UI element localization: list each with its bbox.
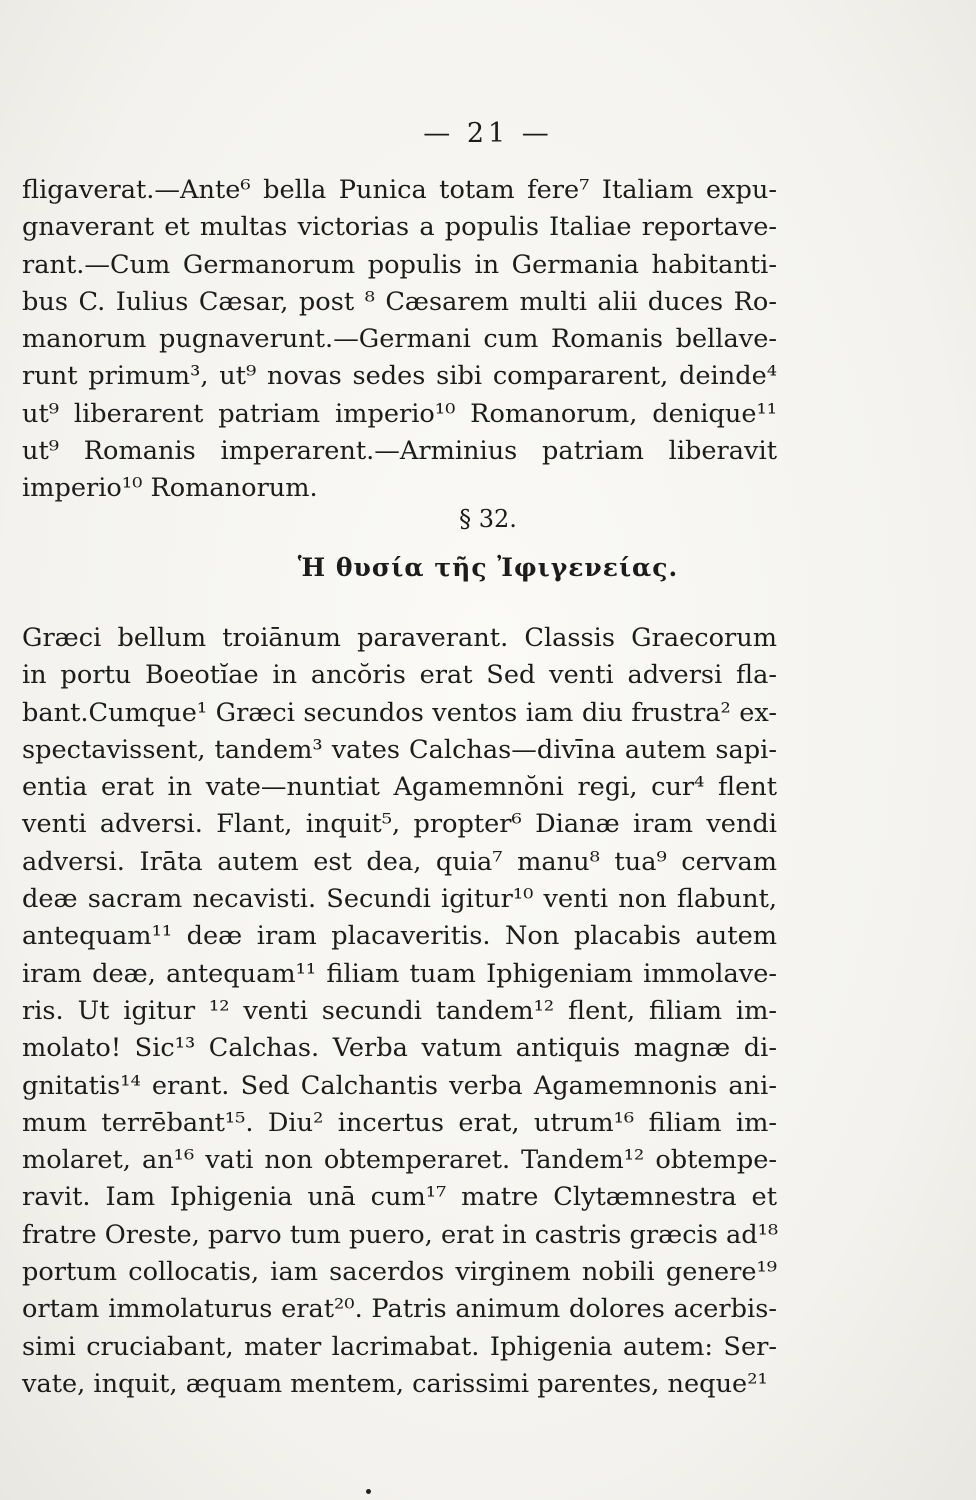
text-line: Græci bellum troiānum paraverant. Classis Graecorum xyxy=(22,623,777,653)
text-line: bus C. Iulius Cæsar, post ⁸ Cæsarem multi alii duces Ro- xyxy=(22,286,777,317)
text-line: ris. Ut igitur ¹² venti secundi tandem¹² flent, filiam im- xyxy=(22,995,777,1026)
text-line: entia erat in vate—nuntiat Agamemnŏni regi, cur⁴ flent xyxy=(22,772,777,803)
section-marker: § 32. xyxy=(459,505,517,533)
text-line: portum collocatis, iam sacerdos virginem nobili genere¹⁹ xyxy=(22,1257,777,1288)
text-line: fratre Oreste, parvo tum puero, erat in castris græcis ad¹⁸ xyxy=(22,1219,779,1250)
page-number: — 21 — xyxy=(423,118,553,149)
text-line: gnitatis¹⁴ erant. Sed Calchantis verba Agamemnonis ani- xyxy=(22,1070,777,1101)
text-line: vate, inquit, æquam mentem, carissimi parentes, neque²¹ xyxy=(22,1368,768,1399)
text-line: imperio¹⁰ Romanorum. xyxy=(22,473,318,504)
text-line: deæ sacram necavisti. Secundi igitur¹⁰ venti non flabunt, xyxy=(22,884,777,915)
text-line: gnaverant et multas victorias a populis Italiae reportave- xyxy=(22,212,777,243)
paragraph-2 xyxy=(22,620,777,1403)
text-line: adversi. Irāta autem est dea, quia⁷ manu⁸ tua⁹ cervam xyxy=(22,846,777,877)
text-line: ortam immolaturus erat²⁰. Patris animum dolores acerbis- xyxy=(22,1294,777,1325)
text-line: manorum pugnaverunt.—Germani cum Romanis bellave- xyxy=(22,324,777,355)
text-line: ut⁹ Romanis imperarent.—Arminius patriam liberavit xyxy=(22,436,777,467)
text-line: ut⁹ liberarent patriam imperio¹⁰ Romanorum, denique¹¹ xyxy=(22,398,777,429)
text-line: molato! Sic¹³ Calchas. Verba vatum antiquis magnæ di- xyxy=(22,1033,777,1064)
text-line: venti adversi. Flant, inquit⁵, propter⁶ Dianæ iram vendi xyxy=(22,809,777,840)
ink-dot xyxy=(366,1489,371,1494)
text-line: fligaverat.—Ante⁶ bella Punica totam fere⁷ Italiam expu- xyxy=(22,175,777,205)
text-line: runt primum³, ut⁹ novas sedes sibi compararent, deinde⁴ xyxy=(22,361,777,392)
text-line: in portu Boeotĭae in ancŏris erat Sed venti adversi fla- xyxy=(22,660,777,691)
text-line: mum terrēbant¹⁵. Diu² incertus erat, utrum¹⁶ filiam im- xyxy=(22,1107,777,1138)
text-line: ravit. Iam Iphigenia unā cum¹⁷ matre Clytæmnestra et xyxy=(22,1182,777,1213)
text-line: simi cruciabant, mater lacrimabat. Iphigenia autem: Ser- xyxy=(22,1331,777,1362)
text-line: antequam¹¹ deæ iram placaveritis. Non placabis autem xyxy=(22,921,777,952)
text-line: bant.Cumque¹ Græci secundos ventos iam diu frustra² ex- xyxy=(22,697,777,728)
text-line: iram deæ, antequam¹¹ filiam tuam Iphigeniam immolave- xyxy=(22,958,777,989)
text-line: spectavissent, tandem³ vates Calchas—divīna autem sapi- xyxy=(22,734,777,765)
text-line: rant.—Cum Germanorum populis in Germania habitanti- xyxy=(22,249,777,280)
section-heading: Ἡ θυσία τῆς Ἰφιγενείας. xyxy=(297,553,679,582)
text-line: molaret, an¹⁶ vati non obtemperaret. Tandem¹² obtempe- xyxy=(22,1145,777,1176)
paragraph-1 xyxy=(22,172,777,508)
